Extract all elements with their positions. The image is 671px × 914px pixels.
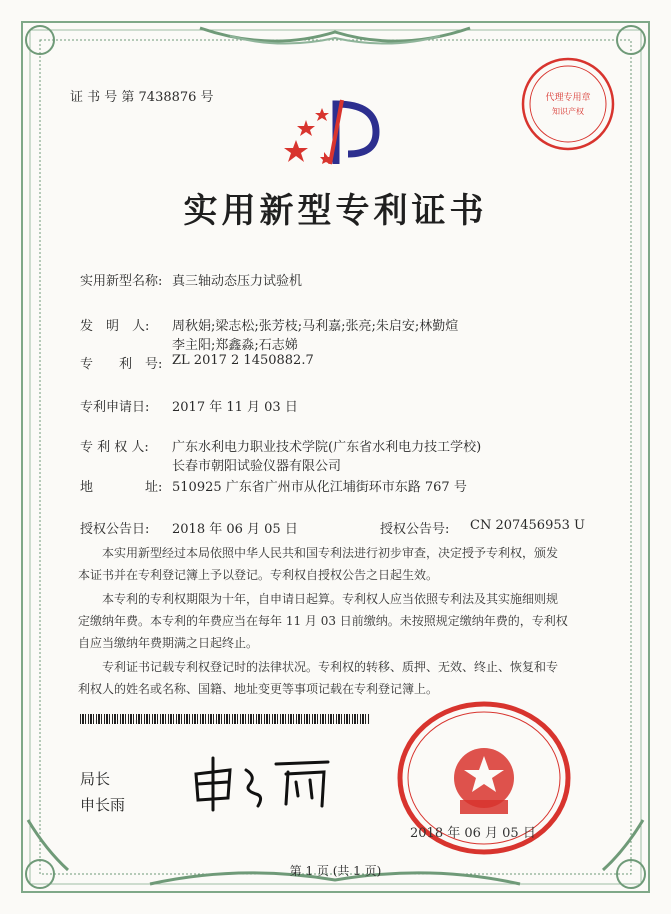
paragraph-3-line-1: 专利证书记载专利权登记时的法律状况。专利权的转移、质押、无效、终止、恢复和专 bbox=[102, 660, 559, 674]
certificate-number: 证 书 号 第 7438876 号 bbox=[70, 90, 214, 105]
grant-date: 2018 年 06 月 05 日 bbox=[172, 522, 298, 537]
patent-office-logo bbox=[284, 92, 394, 172]
filing-date: 2017 年 11 月 03 日 bbox=[172, 400, 298, 415]
patent-holder-line-2: 长春市朝阳试验仪器有限公司 bbox=[172, 459, 342, 474]
agency-stamp bbox=[518, 54, 618, 154]
paragraph-2-line-1: 本专利的专利权期限为十年，自申请日起算。专利权人应当依照专利法及其实施细则规 bbox=[102, 592, 559, 606]
seal-date: 2018 年 06 月 05 日 bbox=[410, 826, 536, 841]
paragraph-3 bbox=[78, 656, 598, 700]
signatory-title: 局长 bbox=[80, 770, 111, 788]
grant-number: CN 207456953 U bbox=[470, 518, 585, 533]
address-label: 地 址: bbox=[80, 480, 163, 495]
utility-model-name: 真三轴动态压力试验机 bbox=[172, 274, 303, 289]
utility-model-name-label: 实用新型名称: bbox=[80, 274, 163, 289]
paragraph-3-line-2: 利权人的姓名或名称、国籍、地址变更等事项记载在专利登记簿上。 bbox=[78, 682, 439, 696]
paragraph-2 bbox=[78, 588, 598, 654]
handwritten-signature bbox=[188, 752, 338, 812]
signatory-name: 申长雨 bbox=[80, 796, 126, 814]
patent-holder-line-1: 广东水利电力职业技术学院(广东省水利电力技工学校) bbox=[172, 440, 482, 455]
inventor-label: 发 明 人: bbox=[80, 319, 150, 334]
grant-date-label: 授权公告日: bbox=[80, 522, 150, 537]
certificate-title: 实用新型专利证书 bbox=[183, 191, 488, 231]
paragraph-2-line-2: 定缴纳年费。本专利的年费应当在每年 11 月 03 日前缴纳。未按照规定缴纳年费的，专利权 bbox=[78, 614, 568, 628]
address: 510925 广东省广州市从化江埔街环市东路 767 号 bbox=[172, 480, 467, 495]
barcode bbox=[80, 714, 370, 724]
paragraph-1-line-1: 本实用新型经过本局依照中华人民共和国专利法进行初步审查，决定授予专利权，颁发 bbox=[102, 546, 559, 560]
patent-number-label: 专 利 号: bbox=[80, 357, 163, 372]
patent-holder-label: 专 利 权 人: bbox=[80, 440, 149, 455]
grant-number-label: 授权公告号: bbox=[380, 522, 450, 537]
paragraph-1-line-2: 本证书并在专利登记簿上予以登记。专利权自授权公告之日起生效。 bbox=[78, 568, 439, 582]
inventor-line-2: 李主阳;郑鑫淼;石志娣 bbox=[172, 338, 298, 353]
svg-text:代理专用章: 代理专用章 bbox=[545, 93, 591, 103]
page-number: 第 1 页 (共 1 页) bbox=[289, 864, 382, 878]
patent-number: ZL 2017 2 1450882.7 bbox=[172, 353, 314, 368]
svg-text:知识产权: 知识产权 bbox=[552, 107, 584, 116]
paragraph-2-line-3: 自应当缴纳年费期满之日起终止。 bbox=[78, 636, 259, 650]
paragraph-1 bbox=[78, 542, 598, 586]
inventor-line-1: 周秋娟;梁志松;张芳枝;马利嘉;张亮;朱启安;林勤煊 bbox=[172, 319, 459, 334]
filing-date-label: 专利申请日: bbox=[80, 400, 150, 415]
